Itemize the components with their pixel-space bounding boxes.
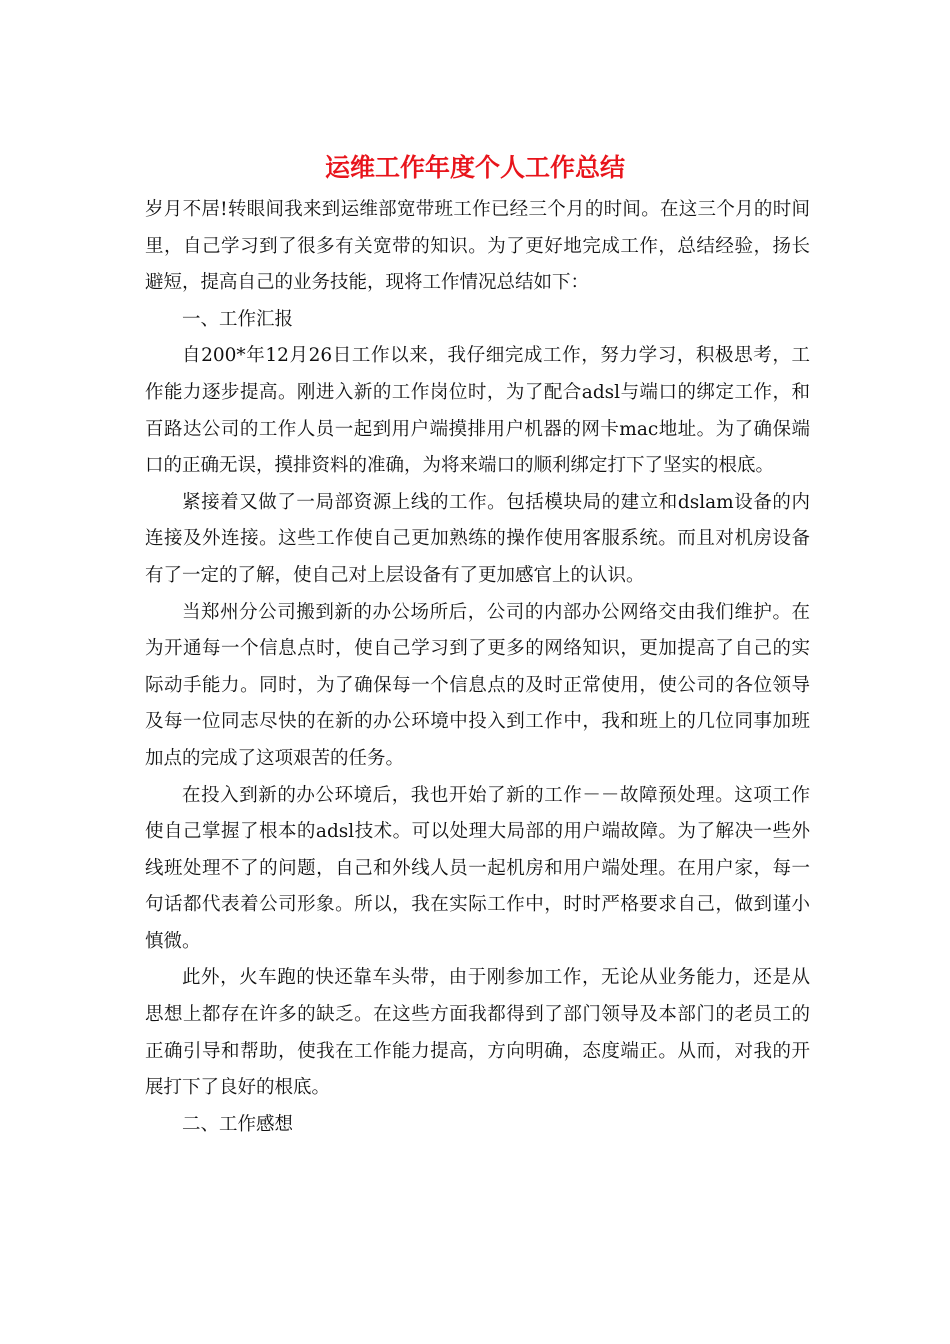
document-title: 运维工作年度个人工作总结 [324, 153, 625, 182]
section-heading-work-thoughts: 二、工作感想 [182, 1113, 294, 1135]
paragraph-office-network: 当郑州分公司搬到新的办公场所后，公司的内部办公网络交由我们维护。在为开通每一个信息点时，使自己学习到了更多的网络知识，更加提高了自己的实际动手能力。同时，为了确保每一个信息点的及时正常使用，使公司的各位领导及每一位同志尽快的在新的办公环境中投入到工作中，我和班上的几位同事加班加点的完成了这项艰苦的任务。 [145, 601, 810, 769]
paragraph-work-start: 自200*年12月26日工作以来，我仔细完成工作，努力学习，积极思考，工作能力逐步提高。刚进入新的工作岗位时，为了配合adsl与端口的绑定工作，和百路达公司的工作人员一起到用户端摸排用户机器的网卡mac地址。为了确保端口的正确无误，摸排资料的准确，为将来端口的顺利绑定打下了坚实的根底。 [145, 345, 810, 477]
paragraph-guidance: 此外，火车跑的快还靠车头带，由于刚参加工作，无论从业务能力，还是从思想上都存在许多的缺乏。在这些方面我都得到了部门领导及本部门的老员工的正确引导和帮助，使我在工作能力提高，方向明确，态度端正。从而，对我的开展打下了良好的根底。 [145, 967, 810, 1099]
paragraph-fault-handling: 在投入到新的办公环境后，我也开始了新的工作－－故障预处理。这项工作使自己掌握了根本的adsl技术。可以处理大局部的用户端故障。为了解决一些外线班处理不了的问题，自己和外线人员一起机房和用户端处理。在用户家，每一句话都代表着公司形象。所以，我在实际工作中，时时严格要求自己，做到谨小慎微。 [145, 784, 810, 952]
document-body [145, 192, 810, 1143]
intro-paragraph: 岁月不居!转眼间我来到运维部宽带班工作已经三个月的时间。在这三个月的时间里，自己学习到了很多有关宽带的知识。为了更好地完成工作，总结经验，扬长避短，提高自己的业务技能，现将工作情况总结如下： [145, 199, 811, 294]
section-heading-work-report: 一、工作汇报 [182, 308, 294, 330]
paragraph-resource-online: 紧接着又做了一局部资源上线的工作。包括模块局的建立和dslam设备的内连接及外连接。这些工作使自己更加熟练的操作使用客服系统。而且对机房设备有了一定的了解，使自己对上层设备有了更加感官上的认识。 [145, 491, 810, 586]
